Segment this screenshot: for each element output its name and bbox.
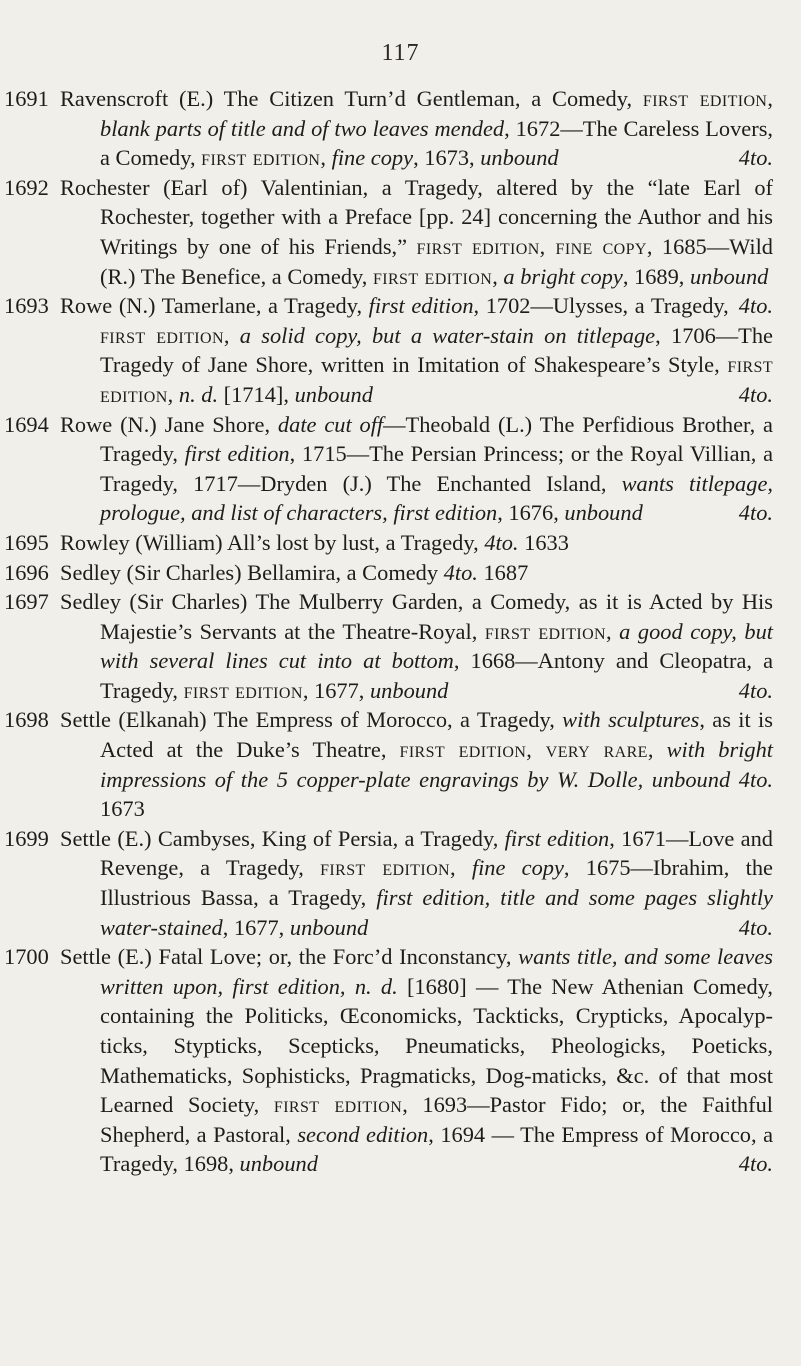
entry-text: , [492,263,504,289]
entry-text: Settle (E.) Cambyses, King of Persia, a Tragedy, [60,825,505,851]
entry-text: 1673 [100,796,145,822]
entry-text: Rowe (N.) Tamerlane, a Tragedy, [60,293,369,319]
italic-text: first edition [504,825,610,851]
lot-number: 1700 [4,944,49,970]
small-caps-text: first edition [183,677,303,703]
lot-number: 1698 [4,707,49,733]
italic-text: unbound [689,263,769,289]
italic-text: wants title, and some leaves written upon, first edition, n. d. [100,944,773,999]
italic-text: second edition [297,1121,429,1147]
italic-text: first edition [184,441,290,467]
small-caps-text: first edition [484,618,607,644]
entry-text: Rochester (Earl of) Valentinian, a Tragedy, altered by the “late Earl of Rochester, together with a Preface [pp. 24] concerning the Author and his Writings by one of his Friends,” [60,174,773,259]
entry-text: , 1672—The Careless Lovers, a Comedy, [100,115,773,171]
catalogue-entry [0,528,801,558]
entry-text: , 1671—Love and Revenge, a Tragedy, [100,825,773,881]
catalogue-entries [0,84,801,1179]
italic-text: 4to. [738,766,773,792]
entry-text [730,767,739,792]
entry-text: , 1693—Pastor Fido; or, the Faithful Shepherd, a Pastoral, [100,1092,773,1147]
small-caps-text: first edition [100,322,224,348]
lot-number: 1693 [4,293,49,319]
italic-text: fine copy [331,145,414,171]
small-caps-text: first edition [642,86,768,111]
entry-text: , 1702—Ulysses, a Tragedy, [473,293,729,319]
lot-number: 1697 [4,589,49,615]
format-label: 4to. [738,677,773,703]
italic-text: wants titlepage, prologue, and list of characters, first edition [100,470,773,526]
entry-text: [1680] — The New Athenian Comedy, containing the Politicks, Œconomicks, Tackticks, Crypticks, Apocalyp-ticks, Stypticks, Scepticks, Pneumaticks, Pheologicks, Poeticks, Mathematicks, Sophisticks, Pragmaticks, Dog-maticks, &c. of that most Learned Society, [100,973,773,1118]
entry-text: , [320,145,332,171]
italic-text: unbound [369,677,449,703]
entry-text: , 1685—Wild (R.) The Benefice, a Comedy, [100,233,773,289]
lot-number: 1695 [4,529,49,555]
lot-number: 1694 [4,411,49,437]
entry-text: Settle (E.) Fatal Love; or, the Forc’d Inconstancy, [60,944,519,970]
italic-text: with bright impressions of the 5 copper-plate engravings by W. Dolle, unbound [100,737,774,792]
italic-text: first edition [368,293,474,319]
italic-text: unbound [294,381,373,407]
entry-text: Rowe (N.) Jane Shore, [60,411,278,437]
entry-text: 1687 [477,559,529,585]
small-caps-text: first edition [273,1092,403,1118]
italic-text: n. d. [178,381,219,407]
entry-text: , 1676, [497,500,565,526]
italic-text: a good copy, but with several lines cut into at bottom [100,618,773,674]
entry-text: , 1675—Ibrahim, the Illustrious Bassa, a Tragedy, [100,855,773,911]
italic-text: unbound [480,145,559,171]
small-caps-text: first edition, very rare [399,737,648,763]
entry-text: , 1677, [302,677,370,703]
format-label: 4to. [738,500,773,526]
catalogue-entry [0,410,801,528]
format-label: 4to. [738,381,773,407]
catalogue-entry [0,705,801,823]
entry-text: Rowley (William) All’s lost by lust, a Tragedy, [60,529,485,555]
page-number: 117 [381,40,420,66]
catalogue-entry [0,84,801,173]
entry-text: , 1689, [622,263,690,289]
italic-text: blank parts of title and of two leaves mended [100,115,505,141]
lot-number: 1692 [4,174,49,200]
catalogue-entry [0,587,801,705]
entry-text: Settle (Elkanah) The Empress of Morocco, a Tragedy, [60,707,563,733]
catalogue-entry [0,291,801,409]
catalogue-entry [0,558,801,588]
italic-text: fine copy [471,855,564,881]
italic-text: a solid copy, but a water-stain on titlepage [239,322,656,348]
italic-text: date cut off [277,411,384,437]
lot-number: 1691 [4,86,49,111]
italic-text: unbound [564,500,643,526]
entry-text: Sedley (Sir Charles) Bellamira, a Comedy [60,559,444,585]
italic-text: a bright copy [503,263,623,289]
italic-text: with sculptures [562,707,700,733]
italic-text: unbound [239,1151,318,1177]
entry-text: [1714], [218,381,295,407]
entry-text: 1633 [518,529,569,555]
format-label: 4to. [738,1151,773,1177]
entry-text: , [647,737,667,763]
lot-number: 1696 [4,559,49,585]
entry-text: , 1706—The Tragedy of Jane Shore, written in Imitation of Shakespeare’s Style, [100,322,773,378]
entry-text: , [167,381,179,407]
small-caps-text: first edition [320,855,450,881]
format-label: 4to. [738,914,773,940]
entry-text: , [606,618,620,644]
format-label: 4to. [738,145,773,171]
entry-text: , [767,86,773,111]
small-caps-text: first edition [100,352,773,407]
italic-text: 4to. [484,529,519,555]
lot-number: 1699 [4,825,49,851]
entry-text: , as it is Acted at the Duke’s Theatre, [100,707,773,763]
italic-text: unbound [289,914,369,940]
small-caps-text: first edition, fine copy [416,233,647,259]
catalogue-entry [0,824,801,942]
entry-text: , 1677, [222,914,290,940]
entry-text: —Theobald (L.) The Perfidious Brother, a Tragedy, [100,411,773,467]
entry-text: , 1668—Antony and Cleopatra, a Tragedy, [100,648,774,703]
entry-text: Sedley (Sir Charles) The Mulberry Garden, a Comedy, as it is Acted by His Majestie’s Servants at the Theatre-Royal, [60,589,773,644]
entry-text: Ravenscroft (E.) The Citizen Turn’d Gentleman, a Comedy, [60,86,643,111]
italic-text: first edition, title and some pages slightly water-stained [100,885,773,940]
italic-text: 4to. [443,559,478,585]
entry-text: , 1715—The Persian Princess; or the Royal Villian, a Tragedy, 1717—Dryden (J.) The Enchanted Island, [100,441,774,496]
catalogue-entry [0,942,801,1179]
entry-text: , 1694 — The Empress of Morocco, a Tragedy, 1698, [100,1121,774,1177]
format-label: 4to. [738,293,773,319]
small-caps-text: first edition [201,145,321,171]
entry-text: , [450,855,472,881]
entry-text: , [223,322,240,348]
small-caps-text: first edition [372,263,493,289]
entry-text: , 1673, [413,145,481,171]
